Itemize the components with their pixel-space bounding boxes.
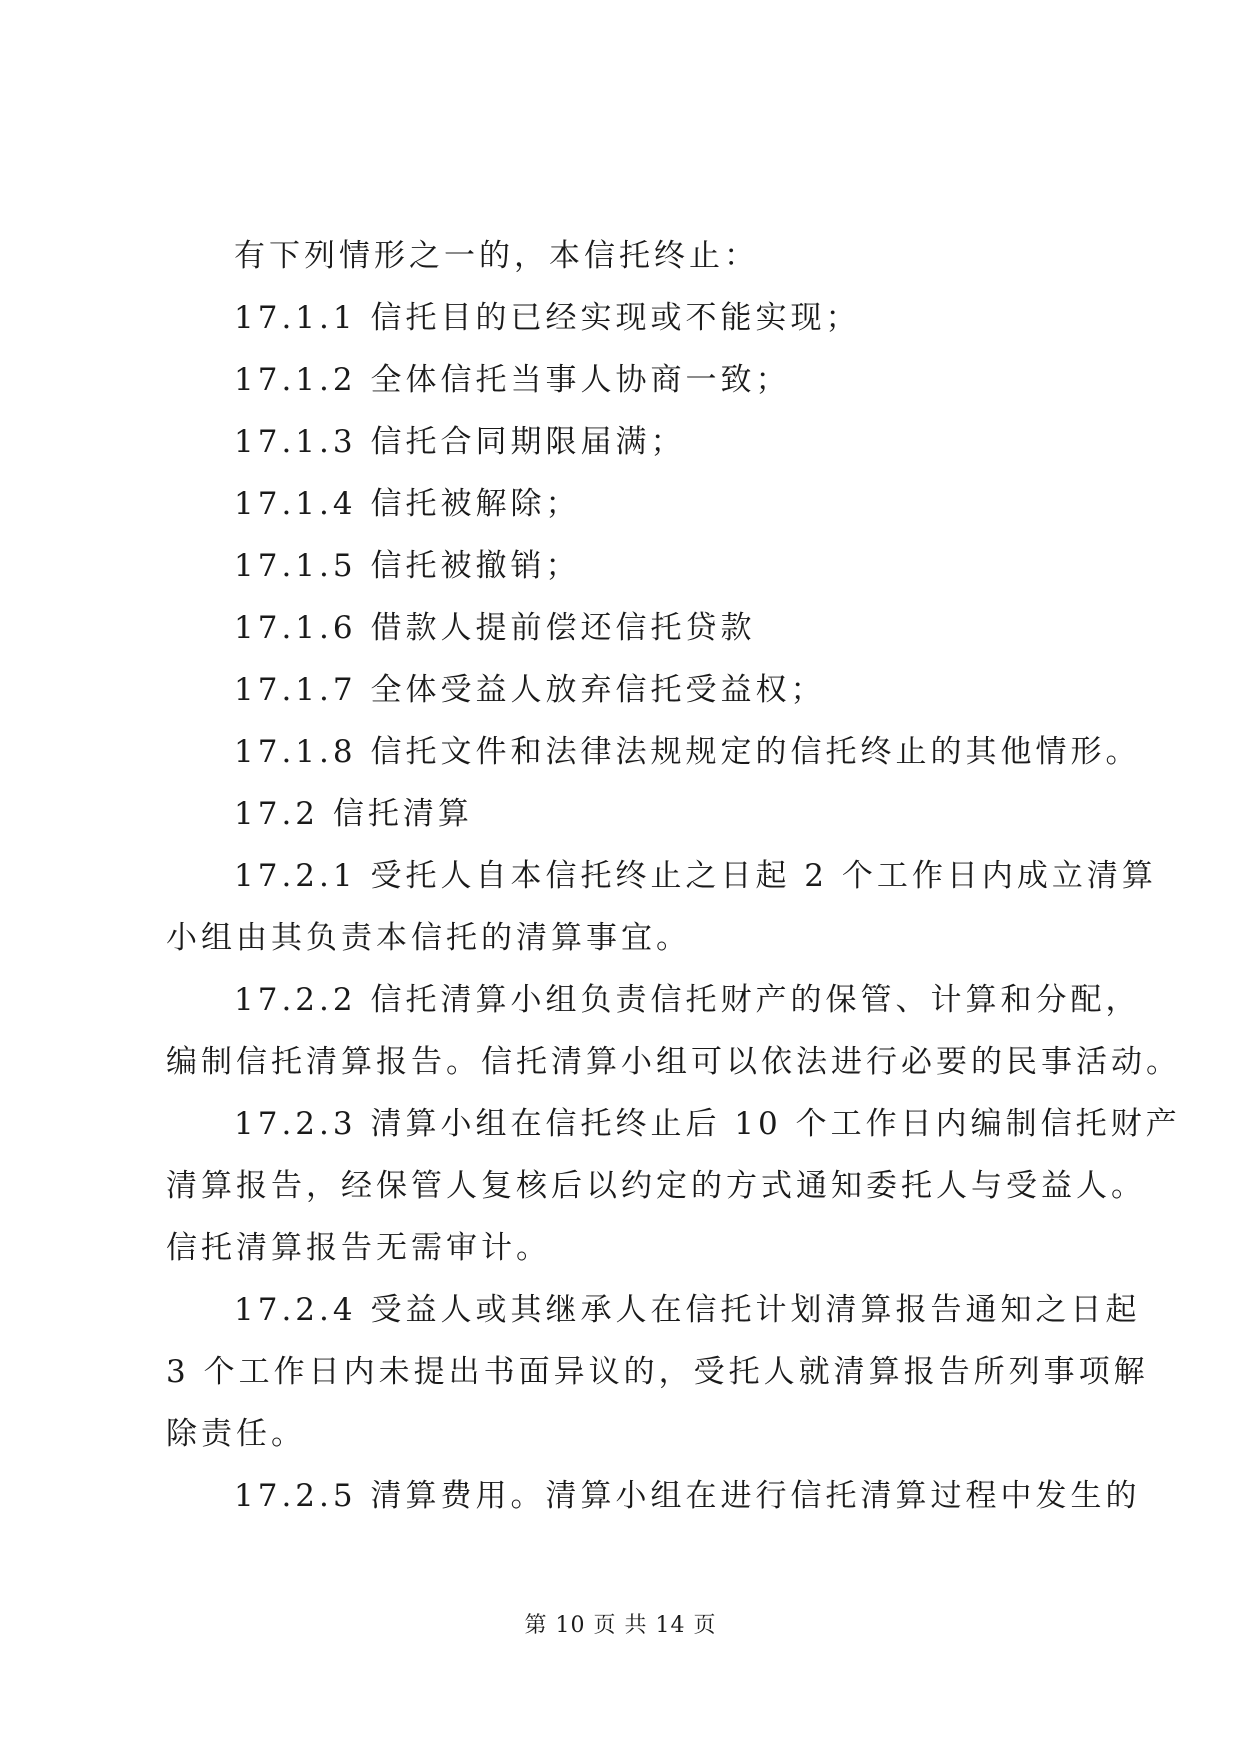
text-line: 17.1.4 信托被解除； (234, 486, 581, 522)
text-line: 清算报告，经保管人复核后以约定的方式通知委托人与受益人。 (166, 1168, 1146, 1204)
text-line: 编制信托清算报告。信托清算小组可以依法进行必要的民事活动。 (166, 1044, 1181, 1080)
page-footer: 第 10 页 共 14 页 (524, 1613, 717, 1638)
text-line: 小组由其负责本信托的清算事宜。 (166, 920, 691, 956)
text-line: 17.2.4 受益人或其继承人在信托计划清算报告通知之日起 (234, 1292, 1141, 1328)
text-line: 除责任。 (166, 1416, 306, 1452)
text-line: 有下列情形之一的，本信托终止： (234, 238, 759, 274)
text-line: 17.1.2 全体信托当事人协商一致； (234, 362, 791, 398)
text-line: 17.1.7 全体受益人放弃信托受益权； (234, 672, 826, 708)
text-line: 17.2.3 清算小组在信托终止后 10 个工作日内编制信托财产 (234, 1106, 1181, 1142)
text-line: 17.2.1 受托人自本信托终止之日起 2 个工作日内成立清算 (234, 858, 1157, 894)
text-line: 17.2.2 信托清算小组负责信托财产的保管、计算和分配， (234, 982, 1141, 1018)
text-line: 17.1.3 信托合同期限届满； (234, 424, 686, 460)
text-line: 17.1.8 信托文件和法律法规规定的信托终止的其他情形。 (234, 734, 1141, 770)
text-line: 信托清算报告无需审计。 (166, 1230, 551, 1266)
text-line: 17.1.1 信托目的已经实现或不能实现； (234, 300, 861, 336)
text-line: 17.2.5 清算费用。清算小组在进行信托清算过程中发生的 (234, 1478, 1141, 1514)
text-line: 3 个工作日内未提出书面异议的，受托人就清算报告所列事项解 (166, 1354, 1149, 1390)
text-line: 17.1.5 信托被撤销； (234, 548, 581, 584)
document-body (166, 225, 1181, 1527)
text-line: 17.2 信托清算 (234, 796, 473, 832)
text-line: 17.1.6 借款人提前偿还信托贷款 (234, 610, 756, 646)
